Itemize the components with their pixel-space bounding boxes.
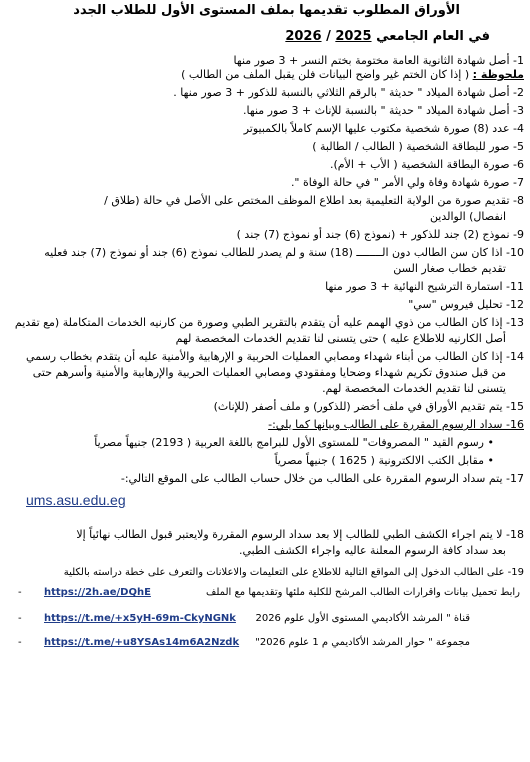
dash: - [18, 587, 22, 598]
item-13-line-1: 13- إذا كان الطالب من ذوي الهمم عليه أن يتقدم بالتقرير الطبي وصورة من كارنيه الخدمات المتكاملة (مع تقديم [14, 316, 524, 329]
item-8-line-2: انفصال) الوالدين [429, 210, 506, 223]
year-a: 2025 [335, 29, 372, 44]
item-11: 11- استمارة الترشيح النهائية + 3 صور منها [325, 280, 524, 293]
item-17: 17- يتم سداد الرسوم المقررة على الطالب من خلال حساب الطالب على الموقع التالي:- [120, 472, 524, 485]
group-label: مجموعة " حوار المرشد الأكاديمي م 1 علوم 2026" [255, 637, 470, 648]
year-b: 2026 [285, 29, 322, 44]
year-sep: / [326, 29, 331, 44]
item-15: 15- يتم تقديم الأوراق في ملف أخضر (للذكور) و ملف أصفر (للإناث) [213, 400, 524, 413]
page-title: الأوراق المطلوب تقديمها بملف المستوى الأول للطلاب الجدد [73, 3, 460, 18]
fees-site-link[interactable]: ums.asu.edu.eg [26, 492, 126, 508]
item-7: 7- صورة شهادة وفاة ولي الأمر " في حالة الوفاة ". [290, 176, 524, 189]
note-text: ( إذا كان الختم غير واضح البيانات فلن يقبل الملف من الطالب ) [181, 68, 470, 81]
item-10-line-1: 10- اذا كان سن الطالب دون الــــــــ (18) سنة و لم يصدر للطالب نموذج (6) جند أو نموذج (7) جند فعليه [44, 246, 524, 259]
item-2: 2- أصل شهادة الميلاد " حديثة " بالرقم الثلاثي بالنسبة للذكور + 3 صور منها . [173, 86, 524, 99]
item-13-line-2: أصل الكارنيه للاطلاع عليه ) حتى يتسنى لنا تقديم الخدمات المخصصة لهم [175, 332, 506, 345]
note [181, 68, 524, 82]
note-label: ملحوظة : [472, 68, 524, 81]
dash: - [18, 637, 22, 648]
item-5: 5- صور للبطاقة الشخصية ( الطالب / الطالبة ) [312, 140, 524, 153]
item-14-line-3: يتسنى لنا تقديم الخدمات المخصصة لهم. [322, 382, 506, 395]
item-14-line-1: 14- إذا كان الطالب من أبناء شهداء ومصابي العمليات الحربية و الإرهابية والأمنية عليه أن يتقدم بخطاب رسمي [26, 350, 524, 363]
bullet-icon: • [484, 454, 494, 467]
item-16: 16- سداد الرسوم المقررة على الطالب وبيانها كما يلي:- [268, 418, 524, 431]
item-3: 3- أصل شهادة الميلاد " حديثة " بالنسبة للإناث + 3 صور منها. [243, 104, 524, 117]
bullet-icon: • [484, 436, 494, 449]
item-12: 12- تحليل فيروس "سي" [408, 298, 524, 311]
item-8-line-1: 8- تقديم صورة من الولاية التعليمية بعد اطلاع الموظف المختص على الأصل في حالة (طلاق / [104, 194, 524, 207]
item-6: 6- صورة البطاقة الشخصية ( الأب + الأم). [330, 158, 524, 171]
item-4: 4- عدد (8) صورة شخصية مكتوب عليها الإسم كاملاً بالكمبيوتر [243, 122, 524, 135]
item-19-line-1: 19- على الطالب الدخول إلى المواقع التالية للاطلاع على التعليمات والاعلانات والتعرف على خطة دراسته بالكلية [63, 567, 524, 578]
fee-registration: • رسوم القيد " المصروفات" للمستوى الأول للبرامج باللغة العربية ( 2193) جنيهاً مصرياً [94, 436, 494, 449]
group-link[interactable]: https://t.me/+u8YSAs14m6A2Nzdk [44, 637, 240, 648]
dash: - [18, 613, 22, 624]
form-download-link[interactable]: https://2h.ae/DQhE [44, 587, 151, 598]
form-link-label: رابط تحميل بيانات واقرارات الطالب المرشح للكلية ملئها وتقديمها مع الملف [206, 587, 520, 598]
item-14-line-2: من قبل صندوق تكريم شهداء وضحايا ومفقودي ومصابي العمليات الحربية والإرهابية والأمنية وأسرهم حتى [32, 366, 506, 379]
item-1: 1- أصل شهادة الثانوية العامة مختومة بختم النسر + 3 صور منها [233, 54, 524, 67]
academic-year [285, 30, 490, 44]
fee-ebooks: • مقابل الكتب الالكترونية ( 1625 ) جنيهاً مصرياً [274, 454, 494, 467]
item-10-line-2: تقديم خطاب صغار السن [393, 262, 506, 275]
item-18-line-2: بعد سداد كافة الرسوم المعلنة عاليه واجراء الكشف الطبي. [239, 544, 506, 557]
item-9: 9- نموذج (2) جند للذكور + (نموذج (6) جند أو نموذج (7) جند ) [236, 228, 524, 241]
channel-link[interactable]: https://t.me/+x5yH-69m-CkyNGNk [44, 613, 236, 624]
year-prefix: في العام الجامعي [376, 29, 490, 44]
item-18-line-1: 18- لا يتم اجراء الكشف الطبي للطالب إلا بعد سداد الرسوم المقررة ولايعتبر قبول الطالب نهائياً إلا [76, 528, 524, 541]
channel-label: قناة " المرشد الأكاديمي المستوى الأول علوم 2026 [255, 613, 470, 624]
